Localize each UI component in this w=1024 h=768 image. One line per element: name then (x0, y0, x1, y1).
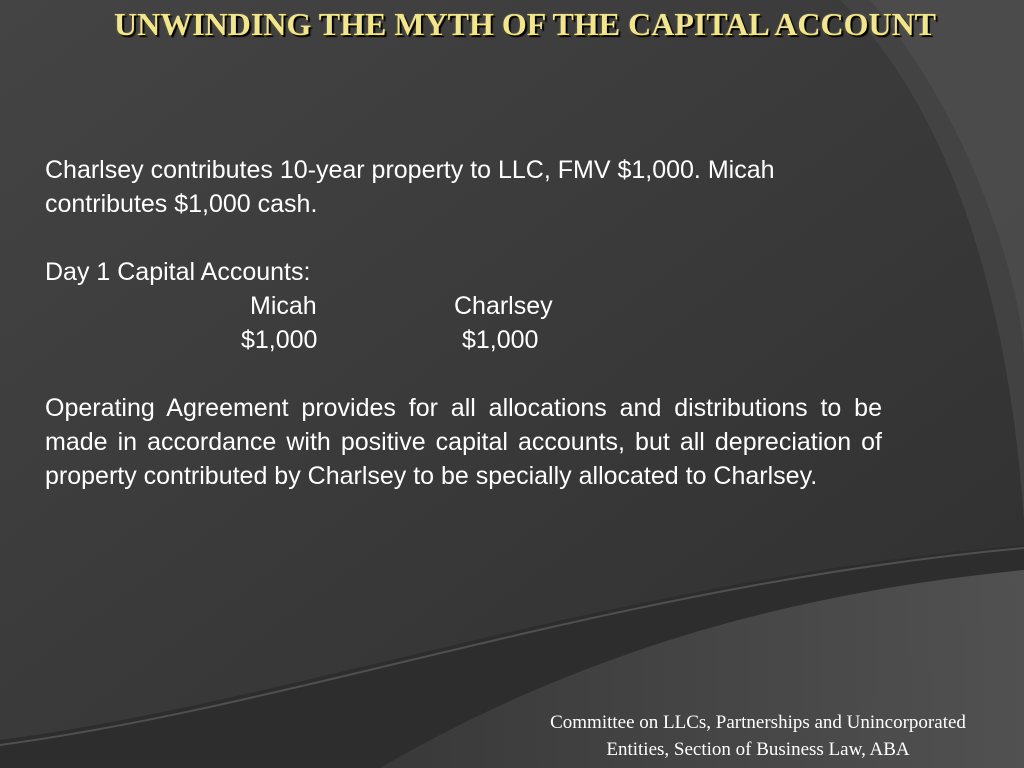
capital-account-amount-micah: $1,000 (241, 326, 318, 354)
footer-line-2: Entities, Section of Business Law, ABA (606, 739, 910, 760)
footer-credit (500, 709, 1016, 763)
capital-accounts-heading: Day 1 Capital Accounts: (45, 258, 311, 286)
capital-account-name-charlsey: Charlsey (454, 292, 553, 320)
footer-line-1: Committee on LLCs, Partnerships and Unincorporated (550, 712, 966, 733)
capital-account-amount-charlsey: $1,000 (462, 326, 539, 354)
operating-agreement-paragraph: Operating Agreement provides for all allocations and distributions to be made in accordance with positive capital accounts, but all depreciation of property contributed by Charlsey to be specially allocated to Charlsey. (45, 394, 882, 490)
slide-title: UNWINDING THE MYTH OF THE CAPITAL ACCOUNT (113, 6, 937, 42)
capital-account-name-micah: Micah (250, 292, 317, 320)
contribution-paragraph: Charlsey contributes 10-year property to LLC, FMV $1,000. Micah contributes $1,000 cash. (45, 156, 775, 218)
